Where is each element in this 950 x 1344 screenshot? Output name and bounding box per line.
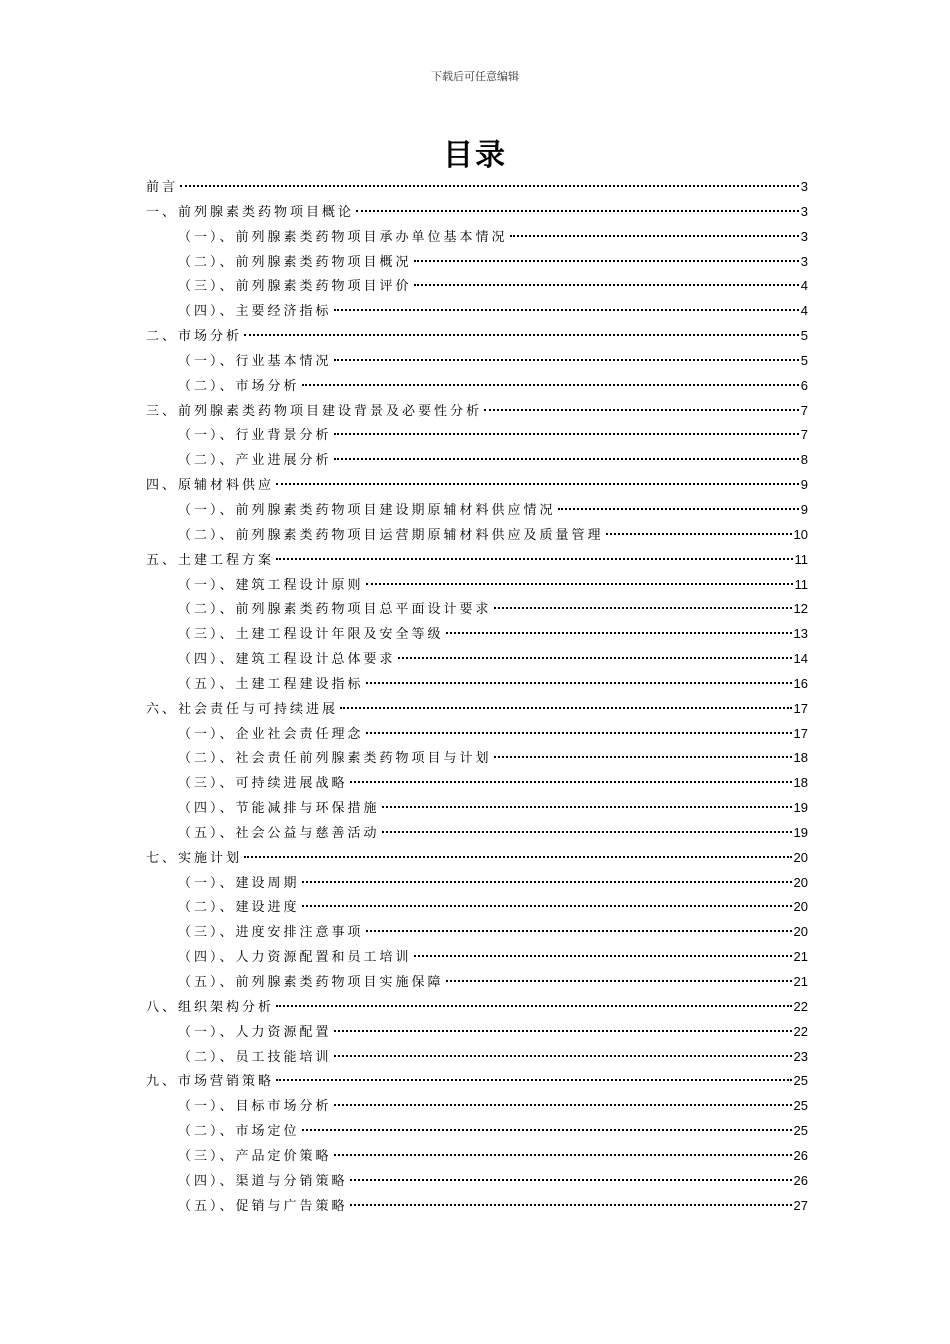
toc-entry-title: （二）、前列腺素类药物项目运营期原辅材料供应及质量管理 (178, 527, 604, 543)
toc-entry-page: 17 (793, 700, 808, 716)
toc-entry[interactable] (146, 622, 808, 647)
toc-entry-title: 七、实施计划 (146, 850, 243, 866)
toc-entry-title: （四）、节能减排与环保措施 (178, 801, 380, 817)
toc-entry-title: 三、前列腺素类药物项目建设背景及必要性分析 (146, 403, 483, 419)
dot-leader (302, 880, 792, 883)
toc-entry-title: （五）、社会公益与慈善活动 (178, 825, 380, 841)
toc-entry[interactable] (146, 746, 808, 771)
toc-entry-page: 3 (800, 253, 808, 269)
dot-leader (414, 954, 792, 957)
toc-entry[interactable] (146, 473, 808, 498)
toc-entry-page: 7 (800, 402, 808, 418)
toc-entry-page: 3 (800, 179, 808, 194)
dot-leader (558, 507, 799, 510)
toc-entry[interactable] (146, 200, 808, 225)
toc-entry-title: （三）、产品定价策略 (178, 1148, 332, 1164)
toc-entry[interactable] (146, 945, 808, 970)
toc-entry[interactable] (146, 399, 808, 424)
toc-entry-page: 18 (793, 750, 808, 766)
toc-entry-title: （二）、市场定位 (178, 1124, 300, 1140)
toc-entry-page: 17 (793, 725, 808, 741)
toc-entry[interactable] (146, 423, 808, 448)
page-title: 目录 (443, 138, 507, 173)
toc-entry-title: （二）、产业进展分析 (178, 453, 332, 469)
toc-entry-page: 12 (793, 601, 808, 617)
toc-entry-page: 9 (800, 501, 808, 517)
toc-entry[interactable] (146, 597, 808, 622)
toc-entry-title: 九、市场营销策略 (146, 1074, 275, 1090)
dot-leader (334, 358, 799, 361)
dot-leader (606, 532, 792, 535)
dot-leader (334, 432, 799, 435)
toc-entry-title: （一）、行业基本情况 (178, 353, 332, 369)
toc-entry-page: 16 (793, 675, 808, 691)
toc-entry-title: 八、组织架构分析 (146, 999, 275, 1015)
dot-leader (398, 656, 792, 659)
toc-entry[interactable] (146, 846, 808, 871)
toc-entry-title: （一）、企业社会责任理念 (178, 726, 364, 742)
toc-entry-title: （一）、人力资源配置 (178, 1024, 332, 1040)
toc-entry-title: （二）、前列腺素类药物项目总平面设计要求 (178, 602, 492, 618)
toc-entry-page: 21 (793, 949, 808, 965)
toc-entry-page: 3 (800, 203, 808, 219)
toc-entry[interactable] (146, 647, 808, 672)
toc-entry-title: （三）、进度安排注意事项 (178, 925, 364, 941)
toc-entry-page: 20 (793, 899, 808, 915)
dot-leader (302, 383, 799, 386)
dot-leader (302, 904, 792, 907)
dot-leader (276, 482, 799, 485)
toc-entry-title: （三）、土建工程设计年限及安全等级 (178, 627, 444, 643)
toc-entry-title: （二）、前列腺素类药物项目概况 (178, 254, 412, 270)
toc-entry[interactable] (146, 175, 808, 200)
toc-entry-title: 六、社会责任与可持续进展 (146, 701, 339, 717)
toc-entry[interactable] (146, 871, 808, 896)
toc-entry-title: （三）、前列腺素类药物项目评价 (178, 279, 412, 295)
toc-entry-title: （二）、社会责任前列腺素类药物项目与计划 (178, 751, 492, 767)
toc-entry-page: 5 (800, 328, 808, 344)
toc-entry[interactable] (146, 1045, 808, 1070)
toc-entry[interactable] (146, 1069, 808, 1094)
dot-leader (446, 631, 792, 634)
toc-entry-page: 6 (800, 377, 808, 393)
toc-entry[interactable] (146, 821, 808, 846)
dot-leader (334, 1054, 792, 1057)
toc-entry[interactable] (146, 771, 808, 796)
toc-entry-page: 23 (793, 1048, 808, 1064)
dot-leader (276, 1078, 792, 1081)
dot-leader (494, 755, 792, 758)
toc-entry-page: 20 (793, 874, 808, 890)
toc-entry-page: 3 (800, 228, 808, 244)
dot-leader (180, 184, 799, 187)
toc-entry-page: 8 (800, 452, 808, 468)
toc-entry[interactable] (146, 1094, 808, 1119)
toc-entry[interactable] (146, 548, 808, 573)
toc-entry-title: （二）、建设进度 (178, 900, 300, 916)
toc-entry[interactable] (146, 374, 808, 399)
toc-entry-page: 25 (793, 1098, 808, 1114)
toc-entry-page: 18 (793, 775, 808, 791)
dot-leader (366, 681, 792, 684)
toc-entry[interactable] (146, 498, 808, 523)
toc-entry-title: （一）、前列腺素类药物项目承办单位基本情况 (178, 229, 508, 245)
dot-leader (382, 830, 792, 833)
toc-entry-page: 26 (793, 1172, 808, 1188)
toc-entry[interactable] (146, 274, 808, 299)
toc-entry-page: 22 (793, 998, 808, 1014)
toc-entry[interactable] (146, 995, 808, 1020)
toc-entry-page: 25 (793, 1073, 808, 1089)
dot-leader (382, 805, 792, 808)
toc-entry-page: 14 (793, 651, 808, 667)
toc-entry[interactable] (146, 796, 808, 821)
toc-entry-page: 20 (793, 924, 808, 940)
toc-entry[interactable] (146, 225, 808, 250)
toc-entry-title: 前言 (146, 180, 179, 195)
toc-entry-page: 21 (793, 974, 808, 989)
dot-leader (334, 1029, 792, 1032)
toc-entry[interactable] (146, 573, 808, 598)
toc-entry-page: 4 (800, 303, 808, 319)
toc-entry[interactable] (146, 672, 808, 697)
toc-entry[interactable] (146, 722, 808, 747)
toc-entry-page: 19 (793, 800, 808, 816)
toc-entry-page: 5 (800, 352, 808, 368)
toc-entry[interactable] (146, 349, 808, 374)
dot-leader (350, 1178, 792, 1181)
toc-entry-page: 27 (793, 1197, 808, 1213)
toc-entry[interactable] (146, 1169, 808, 1194)
toc-entry[interactable] (146, 1119, 808, 1144)
toc-entry-page: 11 (794, 576, 808, 592)
toc-entry[interactable] (146, 324, 808, 349)
dot-leader (276, 557, 792, 560)
toc-entry[interactable] (146, 697, 808, 722)
toc-entry[interactable] (146, 970, 808, 995)
toc-entry-title: （五）、土建工程建设指标 (178, 676, 364, 692)
dot-leader (366, 582, 793, 585)
toc-entry-title: （四）、主要经济指标 (178, 304, 332, 320)
toc-entry-page: 11 (794, 551, 808, 567)
dot-leader (334, 457, 799, 460)
toc-entry[interactable] (146, 299, 808, 324)
dot-leader (356, 209, 799, 212)
dot-leader (366, 731, 792, 734)
toc-entry-page: 20 (793, 849, 808, 865)
toc-entry[interactable] (146, 920, 808, 945)
dot-leader (350, 780, 792, 783)
dot-leader (510, 234, 799, 237)
table-of-contents (146, 175, 808, 1218)
toc-entry-page: 22 (793, 1023, 808, 1039)
toc-entry-title: （五）、促销与广告策略 (178, 1198, 348, 1214)
dot-leader (340, 706, 792, 709)
toc-entry-title: （二）、员工技能培训 (178, 1049, 332, 1065)
toc-entry-title: 一、前列腺素类药物项目概论 (146, 204, 355, 220)
toc-entry-title: （四）、渠道与分销策略 (178, 1173, 348, 1189)
toc-entry-title: （五）、前列腺素类药物项目实施保障 (178, 975, 444, 990)
toc-entry[interactable] (146, 1194, 808, 1219)
page-header: 下载后可任意编辑 (431, 70, 519, 83)
toc-entry-page: 25 (793, 1123, 808, 1139)
toc-entry-page: 13 (793, 626, 808, 642)
toc-entry-page: 26 (793, 1147, 808, 1163)
toc-entry-title: （四）、建筑工程设计总体要求 (178, 652, 396, 668)
dot-leader (414, 259, 799, 262)
toc-entry[interactable] (146, 250, 808, 275)
dot-leader (366, 929, 792, 932)
toc-entry-title: 二、市场分析 (146, 329, 243, 345)
toc-entry-title: （一）、目标市场分析 (178, 1099, 332, 1115)
dot-leader (484, 408, 799, 411)
toc-entry-title: 四、原辅材料供应 (146, 478, 275, 494)
toc-entry[interactable] (146, 523, 808, 548)
dot-leader (446, 979, 792, 982)
toc-entry[interactable] (146, 448, 808, 473)
toc-entry-page: 4 (800, 278, 808, 294)
toc-entry-page: 9 (800, 477, 808, 493)
toc-entry-title: 五、土建工程方案 (146, 552, 275, 568)
toc-entry-title: （四）、人力资源配置和员工培训 (178, 950, 412, 966)
dot-leader (494, 606, 792, 609)
dot-leader (244, 333, 799, 336)
toc-entry-title: （三）、可持续进展战略 (178, 776, 348, 792)
dot-leader (414, 283, 799, 286)
dot-leader (334, 1103, 792, 1106)
dot-leader (334, 1153, 792, 1156)
dot-leader (350, 1203, 792, 1206)
toc-entry[interactable] (146, 1020, 808, 1045)
toc-entry-title: （一）、前列腺素类药物项目建设期原辅材料供应情况 (178, 502, 556, 518)
toc-entry-page: 19 (793, 824, 808, 840)
toc-entry[interactable] (146, 895, 808, 920)
toc-entry-title: （一）、行业背景分析 (178, 428, 332, 444)
toc-entry-title: （二）、市场分析 (178, 378, 300, 394)
dot-leader (302, 1128, 792, 1131)
dot-leader (276, 1004, 792, 1007)
toc-entry[interactable] (146, 1144, 808, 1169)
toc-entry-title: （一）、建筑工程设计原则 (178, 577, 364, 593)
dot-leader (244, 855, 792, 858)
toc-entry-page: 7 (800, 427, 808, 443)
dot-leader (334, 308, 799, 311)
toc-entry-page: 10 (793, 526, 808, 542)
toc-entry-title: （一）、建设周期 (178, 875, 300, 891)
